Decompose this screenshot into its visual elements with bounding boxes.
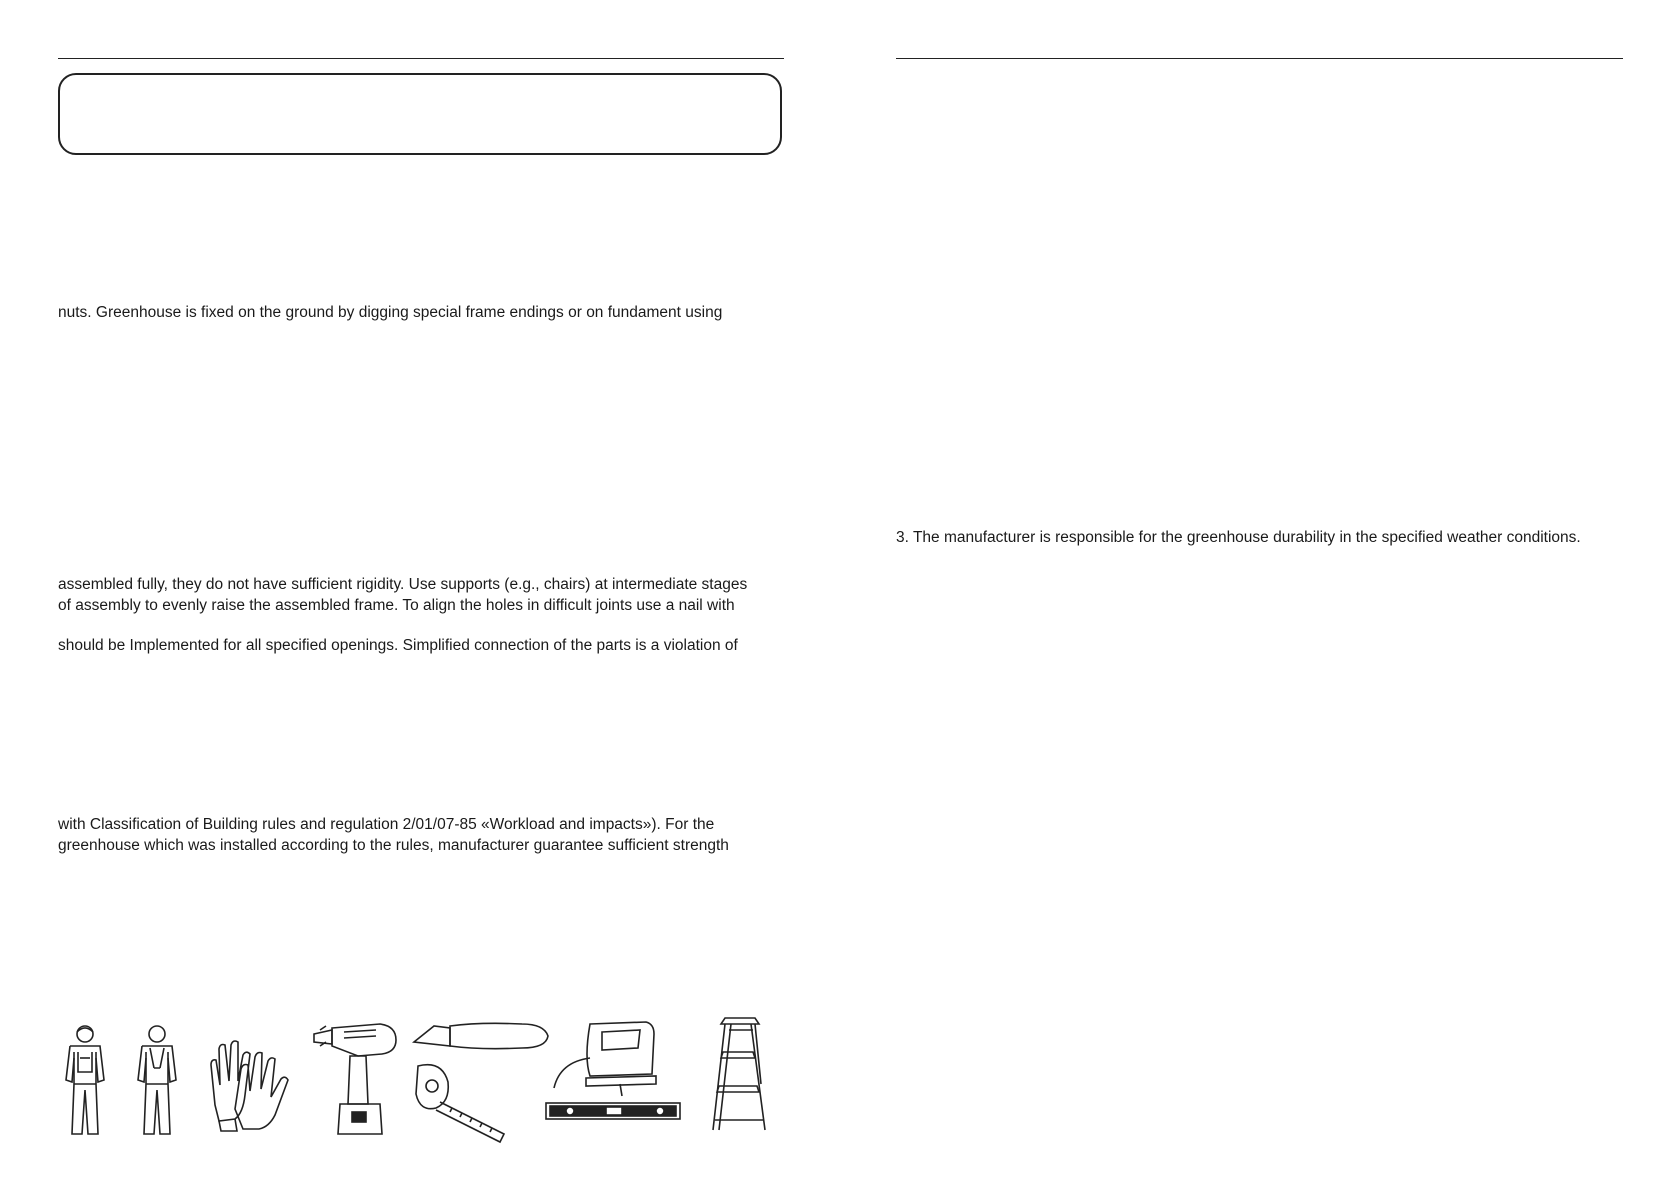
step-ladder-icon	[711, 1014, 769, 1134]
body-line: with Classification of Building rules and regulation 2/01/07-85 «Workload and impacts»). For the	[58, 816, 715, 833]
body-line: 3. The manufacturer is responsible for the greenhouse durability in the specified weather conditions.	[896, 529, 1581, 546]
body-line: should be Implemented for all specified openings. Simplified connection of the parts is a violation of	[58, 637, 738, 654]
title-box	[58, 73, 782, 155]
body-line: nuts. Greenhouse is fixed on the ground by digging special frame endings or on fundament using	[58, 304, 723, 321]
body-line: assembled fully, they do not have sufficient rigidity. Use supports (e.g., chairs) at intermediate stages	[58, 576, 748, 593]
header-rule	[58, 58, 784, 59]
utility-knife-icon	[410, 1016, 556, 1056]
right-page	[840, 0, 1679, 1192]
header-rule	[896, 58, 1623, 59]
coverall-front-icon	[58, 1022, 112, 1140]
tape-measure-icon	[410, 1058, 510, 1144]
gloves-icon	[205, 1035, 297, 1135]
body-line: of assembly to evenly raise the assembled frame. To align the holes in difficult joints use a nail with	[58, 597, 735, 614]
spirit-level-icon	[544, 1100, 682, 1122]
cordless-drill-icon	[310, 1020, 400, 1138]
jigsaw-icon	[550, 1018, 660, 1098]
coverall-back-icon	[130, 1022, 184, 1140]
body-line: greenhouse which was installed according to the rules, manufacturer guarantee sufficient strength	[58, 837, 729, 854]
